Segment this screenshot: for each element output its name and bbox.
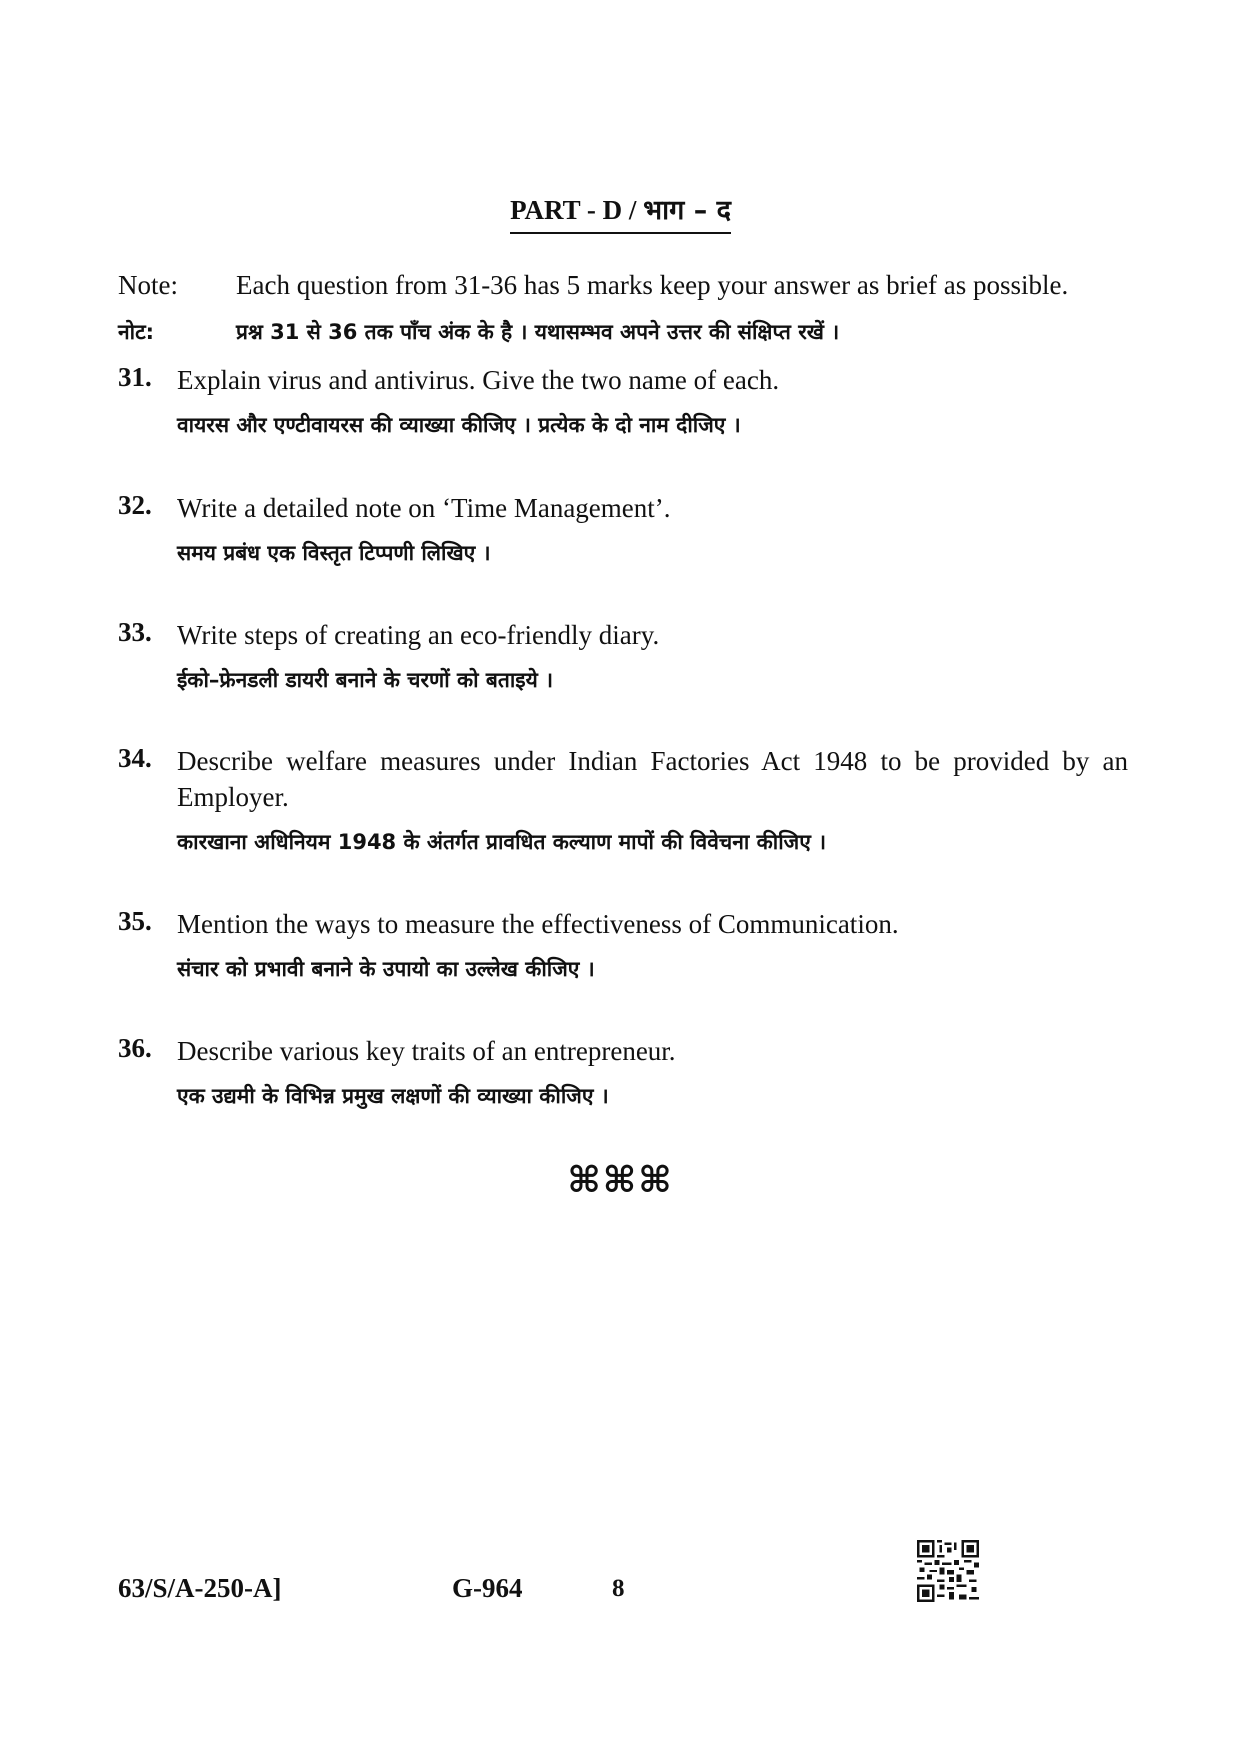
question-31 xyxy=(118,362,1128,440)
question-34 xyxy=(118,743,1128,857)
question-text-en: Describe welfare measures under Indian Factories Act 1948 to be provided by an Employer. xyxy=(177,746,1128,812)
part-heading-hi: भाग – द xyxy=(643,195,731,226)
booklet-code: G-964 xyxy=(452,1573,523,1603)
question-text-hi: वायरस और एण्टीवायरस की व्याख्या कीजिए । प्रत्येक के दो नाम दीजिए । xyxy=(177,413,741,437)
note-label-en: Note: xyxy=(118,270,178,300)
qr-code-icon xyxy=(917,1540,979,1602)
question-text-hi: ईको–फ्रेनडली डायरी बनाने के चरणों को बताइये । xyxy=(177,668,554,692)
question-text-hi: एक उद्यमी के विभिन्न प्रमुख लक्षणों की व्याख्या कीजिए । xyxy=(177,1084,609,1108)
end-ornament: ⌘⌘⌘ xyxy=(567,1160,674,1201)
question-text-en: Describe various key traits of an entrepreneur. xyxy=(177,1036,676,1066)
question-number: 34. xyxy=(118,743,152,773)
part-heading xyxy=(0,190,1241,234)
note-text-hi: प्रश्न 31 से 36 तक पाँच अंक के है । यथासम्भव अपने उत्तर की संक्षिप्त रखें । xyxy=(236,320,840,344)
question-33 xyxy=(118,617,1128,695)
question-text-en: Mention the ways to measure the effectiveness of Communication. xyxy=(177,909,899,939)
question-36 xyxy=(118,1033,1128,1111)
question-text-hi: संचार को प्रभावी बनाने के उपायो का उल्लेख कीजिए । xyxy=(177,957,595,981)
question-text-en: Write steps of creating an eco-friendly diary. xyxy=(177,620,660,650)
question-text-hi: कारखाना अधिनियम 1948 के अंतर्गत प्रावधित कल्याण मापों की विवेचना कीजिए । xyxy=(177,830,827,854)
question-number: 36. xyxy=(118,1033,152,1063)
question-35 xyxy=(118,906,1128,984)
note-label-hi: नोट: xyxy=(118,320,155,344)
question-32 xyxy=(118,490,1128,568)
question-number: 35. xyxy=(118,906,152,936)
question-number: 33. xyxy=(118,617,152,647)
note-text-en: Each question from 31-36 has 5 marks keep your answer as brief as possible. xyxy=(236,270,1069,300)
question-number: 32. xyxy=(118,490,152,520)
part-heading-en: PART - D / xyxy=(510,195,644,225)
paper-code: 63/S/A-250-A] xyxy=(118,1573,282,1603)
question-text-en: Explain virus and antivirus. Give the two name of each. xyxy=(177,365,780,395)
question-number: 31. xyxy=(118,362,152,392)
page-number: 8 xyxy=(612,1575,625,1602)
question-text-hi: समय प्रबंध एक विस्तृत टिप्पणी लिखिए । xyxy=(177,541,491,565)
question-text-en: Write a detailed note on ‘Time Management’. xyxy=(177,493,671,523)
